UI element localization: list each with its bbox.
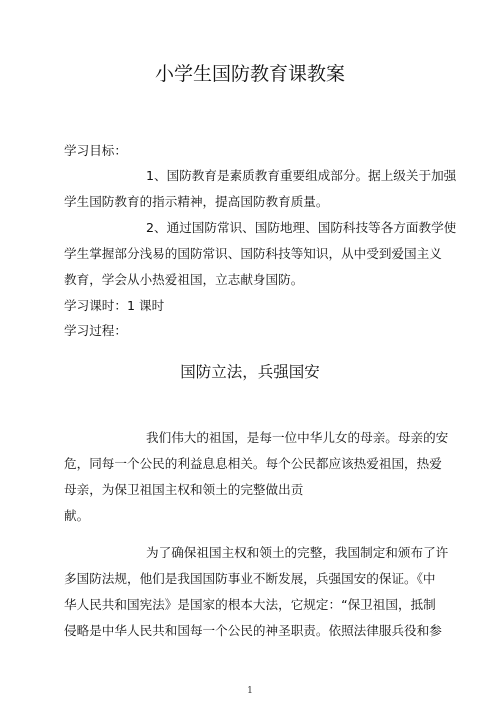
process-label: 学习过程： [64,323,127,338]
paragraph-2-line-1: 为了确保祖国主权和领土的完整，我国制定和颁布了许 [146,545,449,560]
class-hours: 学习课时：1 课时 [64,298,165,313]
objective-1-line-1: 1、国防教育是素质教育重要组成部分。据上级关于加强 [146,168,457,183]
paragraph-1-line-3: 母亲，为保卫祖国主权和领土的完整做出贡 [64,482,304,497]
paragraph-2-line-3: 华人民共和国宪法》是国家的根本大法，它规定：“保卫祖国，抵制 [64,597,436,612]
paragraph-2-line-2: 多国防法规，他们是我国国防事业不断发展，兵强国安的保证。《中 [64,571,436,586]
paragraph-1-line-4: 献。 [64,508,90,523]
paragraph-2-line-4: 侵略是中华人民共和国每一个公民的神圣职责。依照法律服兵役和参 [64,623,442,638]
document-title: 小学生国防教育课教案 [154,63,345,85]
objectives-label: 学习目标： [64,143,127,158]
section-title: 国防立法，兵强国安 [180,363,320,381]
objective-2-line-3: 教育，学会从小热爱祖国，立志献身国防。 [64,272,304,287]
paragraph-1-line-1: 我们伟大的祖国，是每一位中华儿女的母亲。母亲的安 [146,430,449,445]
page-number: 1 [247,686,253,696]
paragraph-1-line-2: 危，同每一个公民的利益息息相关。每个公民都应该热爱祖国，热爱 [64,456,442,471]
objective-2-line-1: 2、通过国防常识、国防地理、国防科技等各方面教学使 [146,220,457,235]
objective-2-line-2: 学生掌握部分浅易的国防常识、国防科技等知识，从中受到爱国主义 [64,246,442,261]
objective-1-line-2: 学生国防教育的指示精神，提高国防教育质量。 [64,194,329,209]
